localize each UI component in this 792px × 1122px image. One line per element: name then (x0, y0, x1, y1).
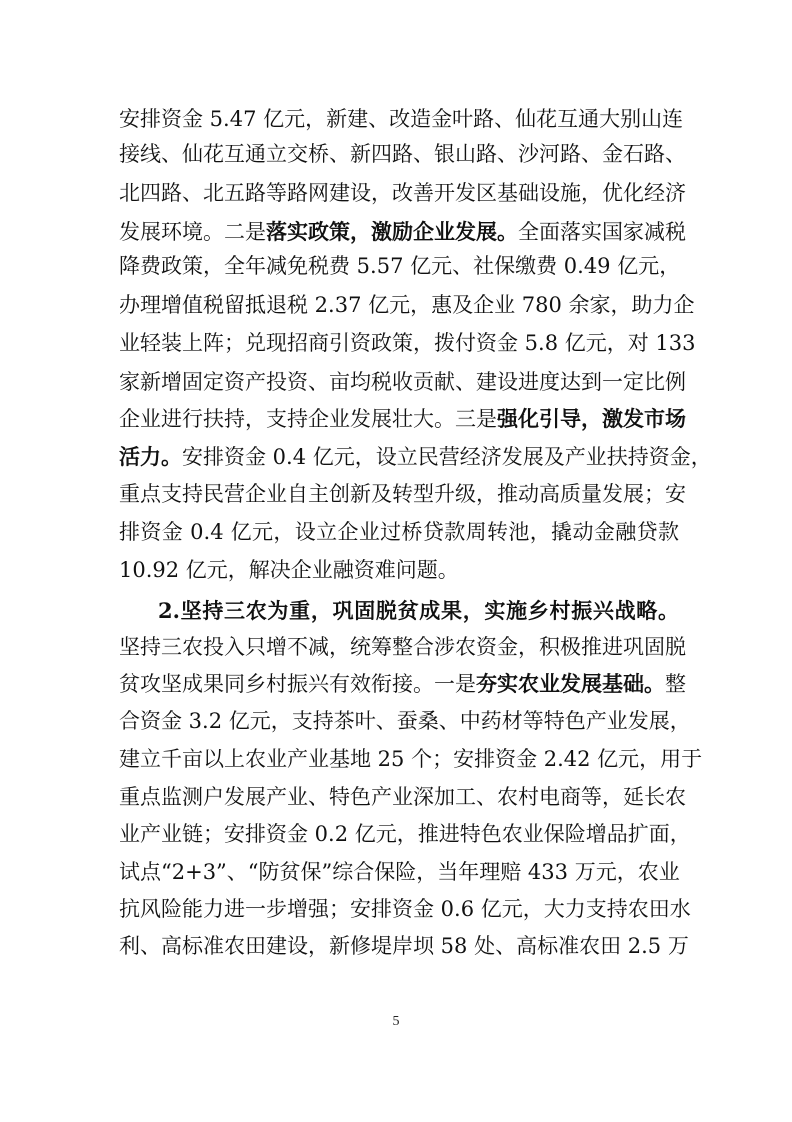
text-line (119, 482, 686, 507)
text-run: 业轻装上阵；兑现招商引资政策，拨付资金 5.8 亿元，对 133 (119, 331, 696, 355)
bold-text-run: 夯实农业发展基础。 (476, 671, 665, 696)
text-line (119, 520, 679, 545)
text-run: 业产业链；安排资金 0.2 亿元，推进特色农业保险增品扩面， (119, 822, 691, 846)
text-run: 利、高标准农田建设，新修堤岸坝 58 处、高标准农田 2.5 万 (119, 934, 689, 958)
text-run: 企业进行扶持，支持企业发展壮大。三是 (119, 407, 497, 431)
text-line (119, 558, 679, 583)
page-number: 5 (392, 1014, 400, 1029)
text-line (119, 822, 691, 847)
text-run: 北四路、北五路等路网建设，改善开发区基础设施，优化经济 (119, 181, 686, 205)
text-line (119, 444, 712, 469)
text-line (119, 934, 689, 959)
text-run: 安排资金 5.47 亿元，新建、改造金叶路、仙花互通大别山连 (119, 107, 684, 131)
text-line (119, 709, 691, 734)
text-run: 全面落实国家减税 (518, 220, 686, 244)
text-run: 重点监测户发展产业、特色产业深加工、农村电商等，延长农 (119, 785, 686, 809)
bold-text-run: 活力。 (119, 444, 182, 469)
text-line (119, 293, 695, 318)
text-run: 建立千亩以上农业产业基地 25 个；安排资金 2.42 亿元，用于 (119, 747, 703, 771)
text-run: 安排资金 0.4 亿元，设立民营经济发展及产业扶持资金， (182, 445, 712, 469)
text-run: 抗风险能力进一步增强；安排资金 0.6 亿元，大力支持农田水 (119, 897, 691, 921)
text-run: 降费政策，全年减免税费 5.57 亿元、社保缴费 0.49 亿元， (119, 254, 681, 278)
text-line (119, 635, 686, 660)
text-line (119, 219, 686, 244)
text-run: 接线、仙花互通立交桥、新四路、银山路、沙河路、金石路、 (119, 142, 686, 166)
text-run: 合资金 3.2 亿元，支持茶叶、蚕桑、中药材等特色产业发展， (119, 709, 691, 733)
text-run: 坚持三农投入只增不减，统筹整合涉农资金，积极推进巩固脱 (119, 635, 686, 659)
text-line (119, 747, 703, 772)
text-run: 试点“2+3”、“防贫保”综合保险，当年理赔 433 万元，农业 (119, 860, 680, 884)
text-line (158, 598, 679, 623)
bold-text-run: 落实政策，激励企业发展。 (266, 219, 518, 244)
text-run: 排资金 0.4 亿元，设立企业过桥贷款周转池，撬动金融贷款 (119, 520, 679, 544)
text-line (119, 181, 686, 206)
text-line (119, 860, 679, 885)
text-line (119, 370, 686, 395)
text-line (119, 897, 691, 922)
bold-text-run: 强化引导，激发市场 (497, 406, 686, 431)
text-line (119, 406, 686, 431)
text-run: 办理增值税留抵退税 2.37 亿元，惠及企业 780 余家，助力企 (119, 293, 695, 317)
text-line (119, 785, 686, 810)
text-run: 重点支持民营企业自主创新及转型升级，推动高质量发展；安 (119, 482, 686, 506)
text-line (119, 671, 686, 696)
text-run: 贫攻坚成果同乡村振兴有效衔接。一是 (119, 672, 476, 696)
text-line (119, 254, 679, 279)
text-line (119, 107, 684, 132)
text-run: 10.92 亿元，解决企业融资难问题。 (119, 558, 459, 582)
text-line (119, 142, 686, 167)
text-run: 发展环境。二是 (119, 220, 266, 244)
bold-text-run: 2.坚持三农为重，巩固脱贫成果，实施乡村振兴战略。 (158, 598, 679, 623)
text-run: 家新增固定资产投资、亩均税收贡献、建设进度达到一定比例 (119, 370, 686, 394)
text-line (119, 331, 696, 356)
text-run: 整 (665, 672, 686, 696)
